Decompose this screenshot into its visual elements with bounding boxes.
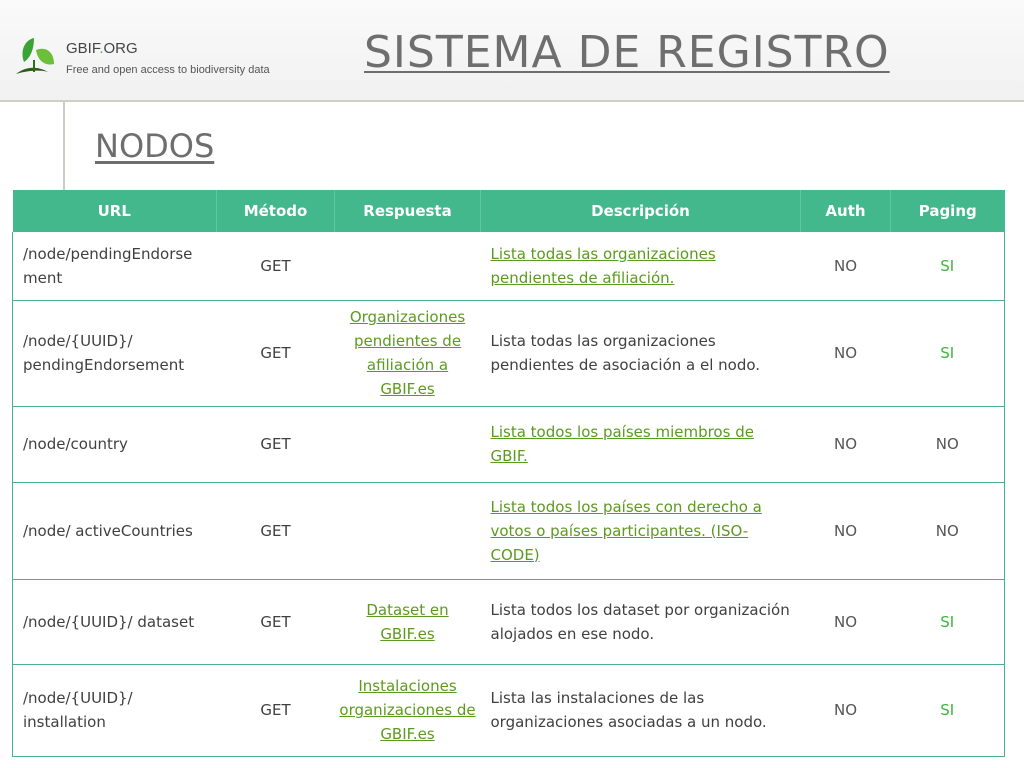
section-subtitle: NODOS (95, 127, 215, 165)
description-link[interactable]: Lista todos los países con derecho a votos o países participantes. (ISO-CODE) (490, 497, 762, 564)
url-cell: /node/country (13, 406, 217, 482)
description-link[interactable]: Lista todos los países miembros de GBIF. (490, 423, 754, 465)
table-header-row (13, 190, 1005, 232)
url-cell: /node/{UUID}/ installation (13, 664, 217, 756)
endpoints-table (12, 190, 1005, 757)
table-row (13, 579, 1005, 664)
method-cell: GET (217, 232, 335, 300)
response-link[interactable]: Instalaciones organizaciones de GBIF.es (339, 677, 476, 743)
paging-cell: NO (891, 406, 1005, 482)
paging-cell: SI (891, 300, 1005, 406)
response-cell (335, 664, 481, 756)
method-cell: GET (217, 482, 335, 579)
paging-cell: NO (891, 482, 1005, 579)
auth-cell: NO (801, 232, 891, 300)
paging-cell: SI (891, 664, 1005, 756)
vertical-divider (63, 102, 65, 190)
response-cell (335, 579, 481, 664)
method-cell: GET (217, 664, 335, 756)
slide-header (0, 0, 1024, 102)
table-row (13, 300, 1005, 406)
column-header-response: Respuesta (335, 190, 481, 232)
auth-cell: NO (801, 579, 891, 664)
method-cell: GET (217, 579, 335, 664)
url-cell: /node/pendingEndorsement (13, 232, 217, 300)
description-cell: Lista todos los dataset por organización alojados en ese nodo. (481, 579, 801, 664)
column-header-url: URL (13, 190, 217, 232)
auth-cell: NO (801, 664, 891, 756)
url-cell: /node/ activeCountries (13, 482, 217, 579)
description-cell: Lista todas las organizaciones pendientes de asociación a el nodo. (481, 300, 801, 406)
description-link[interactable]: Lista todas las organizaciones pendientes de afiliación. (490, 244, 716, 287)
table-row (13, 406, 1005, 482)
paging-cell: SI (891, 232, 1005, 300)
response-cell (335, 300, 481, 406)
response-link[interactable]: Dataset en GBIF.es (366, 600, 449, 643)
description-cell: Lista las instalaciones de las organizaciones asociadas a un nodo. (481, 664, 801, 756)
slide-title: SISTEMA DE REGISTRO (364, 27, 890, 78)
column-header-description: Descripción (481, 190, 801, 232)
auth-cell: NO (801, 482, 891, 579)
response-cell (335, 406, 481, 482)
table-row (13, 232, 1005, 300)
auth-cell: NO (801, 300, 891, 406)
method-cell: GET (217, 300, 335, 406)
auth-cell: NO (801, 406, 891, 482)
description-cell (481, 482, 801, 579)
table-row (13, 664, 1005, 756)
description-cell (481, 232, 801, 300)
column-header-auth: Auth (801, 190, 891, 232)
response-link[interactable]: Organizaciones pendientes de afiliación a GBIF.es (349, 308, 466, 398)
gbif-leaf-icon (12, 30, 58, 80)
gbif-brand: GBIF.ORG (66, 40, 138, 57)
table-row (13, 482, 1005, 579)
column-header-paging: Paging (891, 190, 1005, 232)
url-cell: /node/{UUID}/ dataset (13, 579, 217, 664)
paging-cell: SI (891, 579, 1005, 664)
response-cell (335, 482, 481, 579)
description-cell (481, 406, 801, 482)
url-cell: /node/{UUID}/ pendingEndorsement (13, 300, 217, 406)
column-header-method: Método (217, 190, 335, 232)
method-cell: GET (217, 406, 335, 482)
gbif-tagline: Free and open access to biodiversity data (66, 64, 270, 76)
response-cell (335, 232, 481, 300)
